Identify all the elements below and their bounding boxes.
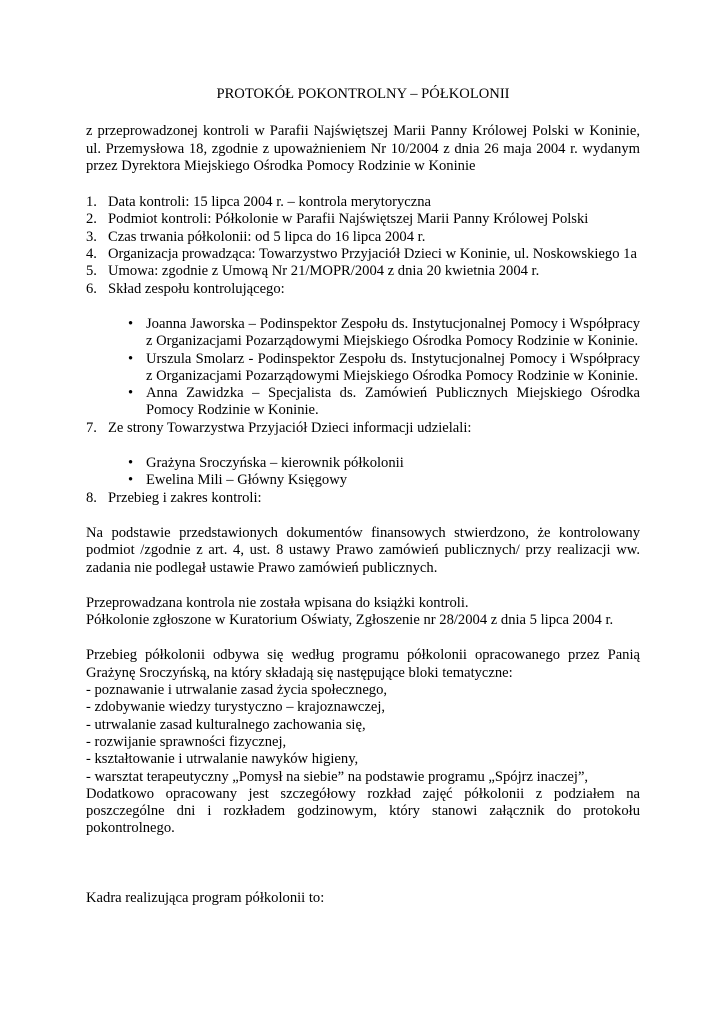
numbered-list-final: [86, 490, 640, 507]
item-text: Skład zespołu kontrolującego:: [108, 280, 285, 297]
team-member-text: Joanna Jaworska – Podinspektor Zespołu ds. Instytucjonalnej Pomocy i Współpracy z Organizacjami Pozarządowymi Miejskiego Ośrodka Pomocy Rodzinie w Koninie.: [146, 315, 640, 350]
informant-text: Ewelina Mili – Główny Księgowy: [146, 472, 348, 489]
list-item: [86, 194, 640, 211]
list-item: [86, 490, 640, 507]
informant: [86, 455, 640, 472]
list-item: [86, 263, 640, 280]
informant: [86, 472, 640, 489]
schedule-paragraph: Dodatkowo opracowany jest szczegółowy rozkład zajęć półkolonii z podziałem na poszczególne dni i rozkładem godzinowym, który stanowi załącznik do protokołu pokontrolnego.: [86, 785, 640, 837]
staff-heading: Kadra realizująca program półkolonii to:: [86, 889, 325, 906]
list-item: [86, 281, 640, 298]
bullet-icon: •: [128, 455, 134, 472]
item-text: Umowa: zgodnie z Umową Nr 21/MOPR/2004 z dnia 20 kwietnia 2004 r.: [108, 263, 540, 280]
item-number: 4.: [86, 246, 97, 263]
item-text: Data kontroli: 15 lipca 2004 r. – kontrola merytoryczna: [108, 194, 432, 211]
item-number: 8.: [86, 489, 97, 506]
bullet-icon: •: [128, 385, 134, 402]
program-item: - warsztat terapeutyczny „Pomysł na siebie” na podstawie programu „Spójrz inaczej”,: [86, 768, 589, 785]
bullet-icon: •: [128, 472, 134, 489]
item-number: 3.: [86, 228, 97, 245]
informant-text: Grażyna Sroczyńska – kierownik półkolonii: [146, 455, 404, 472]
findings-paragraph: Na podstawie przedstawionych dokumentów finansowych stwierdzono, że kontrolowany podmiot /zgodnie z art. 4, ust. 8 ustawy Prawo zamówień publicznych/ przy realizacji ww. zadania nie podlegał ustawie Prawo zamówień publicznych.: [86, 524, 640, 576]
item-text: Organizacja prowadząca: Towarzystwo Przyjaciół Dzieci w Koninie, ul. Noskowskiego 1a: [108, 246, 637, 263]
item-number: 7.: [86, 419, 97, 436]
numbered-list: [86, 194, 640, 298]
item-text: Przebieg i zakres kontroli:: [108, 489, 262, 506]
program-intro-paragraph: Przebieg półkolonii odbywa się według programu półkolonii opracowanego przez Panią Grażynę Sroczyńską, na który składają się następujące bloki tematyczne:: [86, 647, 640, 681]
document-page: [86, 86, 640, 907]
registration-note: Półkolonie zgłoszone w Kuratorium Oświaty, Zgłoszenie nr 28/2004 z dnia 5 lipca 2004 r.: [86, 612, 614, 629]
team-member: [86, 351, 640, 386]
team-member: [86, 316, 640, 351]
list-item: [86, 211, 640, 228]
item-number: 5.: [86, 263, 97, 280]
document-title: PROTOKÓŁ POKONTROLNY – PÓŁKOLONII: [216, 86, 510, 102]
bullet-icon: •: [128, 350, 134, 367]
list-item: [86, 420, 640, 437]
program-item: - kształtowanie i utrwalanie nawyków higieny,: [86, 751, 359, 768]
list-item: [86, 246, 640, 263]
inspection-book-note: Przeprowadzana kontrola nie została wpisana do książki kontroli.: [86, 594, 469, 611]
team-member-text: Anna Zawidzka – Specjalista ds. Zamówień Publicznych Miejskiego Ośrodka Pomocy Rodzinie w Koninie.: [146, 385, 640, 419]
program-item: - zdobywanie wiedzy turystyczno – krajoznawczej,: [86, 699, 386, 716]
team-member-text: Urszula Smolarz - Podinspektor Zespołu ds. Instytucjonalnej Pomocy i Współpracy z Organizacjami Pozarządowymi Miejskiego Ośrodka Pomocy Rodzinie w Koninie.: [146, 350, 640, 384]
team-list: [86, 316, 640, 420]
bullet-icon: •: [128, 315, 134, 332]
numbered-list-continued: [86, 420, 640, 437]
team-member: [86, 385, 640, 420]
item-text: Ze strony Towarzystwa Przyjaciół Dzieci informacji udzielali:: [108, 419, 472, 436]
program-item: - utrwalanie zasad kulturalnego zachowania się,: [86, 716, 366, 733]
item-number: 6.: [86, 280, 97, 297]
item-number: 2.: [86, 211, 97, 228]
informants-list: [86, 455, 640, 490]
item-number: 1.: [86, 194, 97, 211]
program-item: - poznawanie i utrwalanie zasad życia społecznego,: [86, 682, 388, 699]
list-item: [86, 229, 640, 246]
item-text: Podmiot kontroli: Półkolonie w Parafii Najświętszej Marii Panny Królowej Polski: [108, 211, 589, 228]
intro-paragraph: z przeprowadzonej kontroli w Parafii Najświętszej Marii Panny Królowej Polski w Koninie, ul. Przemysłowa 18, zgodnie z upoważnieniem Nr 10/2004 z dnia 26 maja 2004 r. wydanym przez Dyrektora Miejskiego Ośrodka Pomocy Rodzinie w Koninie: [86, 123, 640, 174]
program-item: - rozwijanie sprawności fizycznej,: [86, 733, 287, 750]
item-text: Czas trwania półkolonii: od 5 lipca do 16 lipca 2004 r.: [108, 228, 426, 245]
